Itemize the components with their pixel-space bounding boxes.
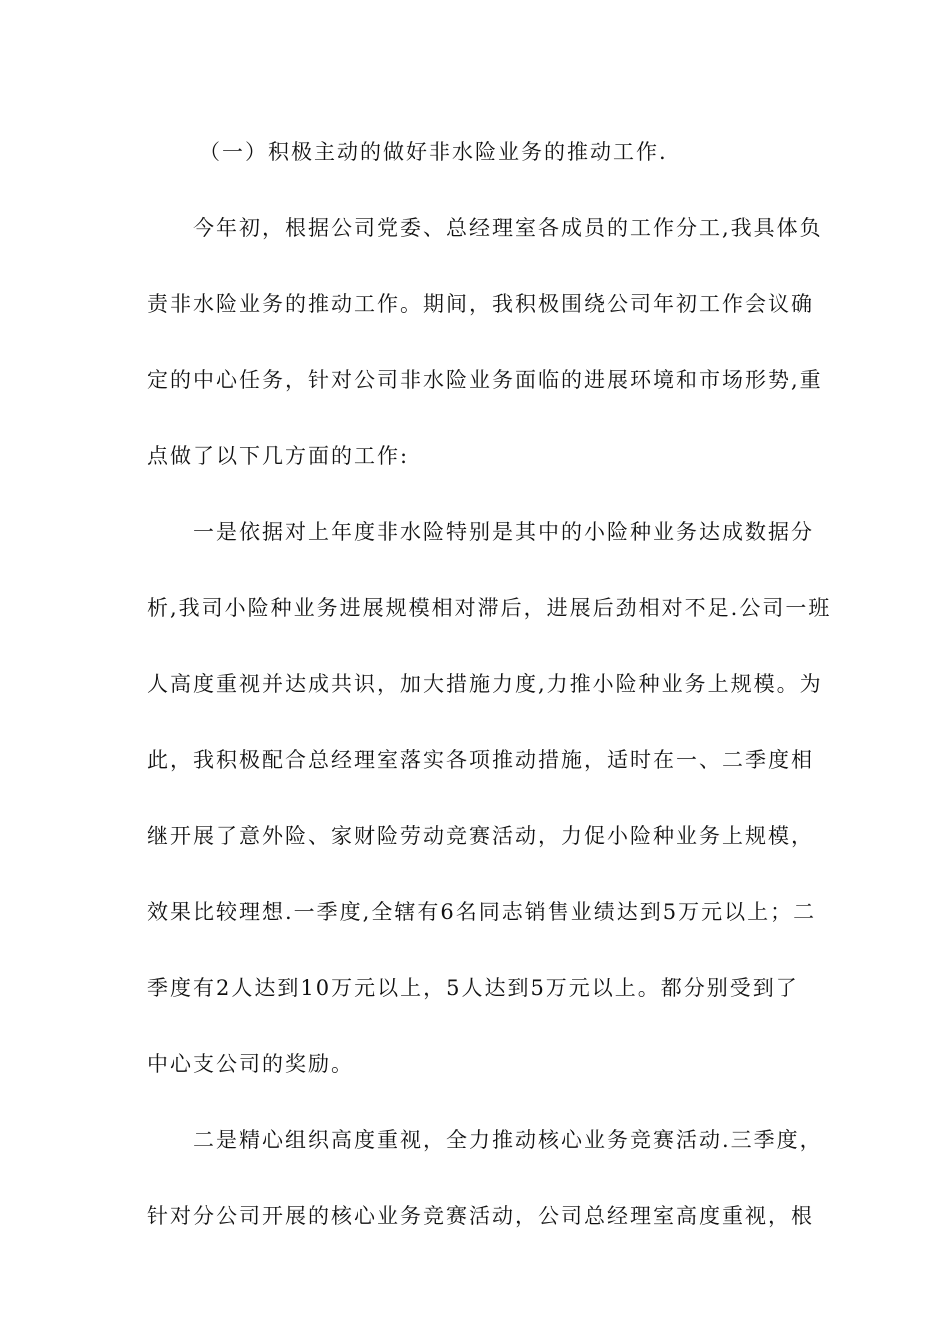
document-body [147, 114, 832, 1254]
paragraph-line: 人高度重视并达成共识，加大措施力度,力推小险种业务上规模。为 [147, 672, 823, 696]
paragraph-line: 中心支公司的奖励。 [147, 1052, 354, 1076]
paragraph-line: 季度有2人达到10万元以上，5人达到5万元以上。都分别受到了 [147, 976, 799, 1000]
paragraph-line: 责非水险业务的推动工作。期间，我积极围绕公司年初工作会议确 [147, 292, 814, 316]
paragraph-line: 今年初，根据公司党委、总经理室各成员的工作分工,我具体负 [193, 216, 823, 240]
section-heading: （一）积极主动的做好非水险业务的推动工作. [199, 140, 668, 164]
paragraph-line: 效果比较理想.一季度,全辖有6名同志销售业绩达到5万元以上；二 [147, 900, 817, 924]
paragraph-line: 针对分公司开展的核心业务竞赛活动，公司总经理室高度重视，根 [147, 1204, 814, 1228]
paragraph-line: 二是精心组织高度重视，全力推动核心业务竞赛活动.三季度， [193, 1128, 823, 1152]
paragraph-line: 此，我积极配合总经理室落实各项推动措施，适时在一、二季度相 [147, 748, 814, 772]
paragraph-line: 析,我司小险种业务进展规模相对滞后，进展后劲相对不足.公司一班 [147, 596, 832, 620]
paragraph-line: 定的中心任务，针对公司非水险业务面临的进展环境和市场形势,重 [147, 368, 823, 392]
paragraph-line: 点做了以下几方面的工作: [147, 444, 410, 468]
paragraph-line: 一是依据对上年度非水险特别是其中的小险种业务达成数据分 [193, 520, 814, 544]
paragraph-line: 继开展了意外险、家财险劳动竞赛活动，力促小险种业务上规模， [147, 824, 814, 848]
